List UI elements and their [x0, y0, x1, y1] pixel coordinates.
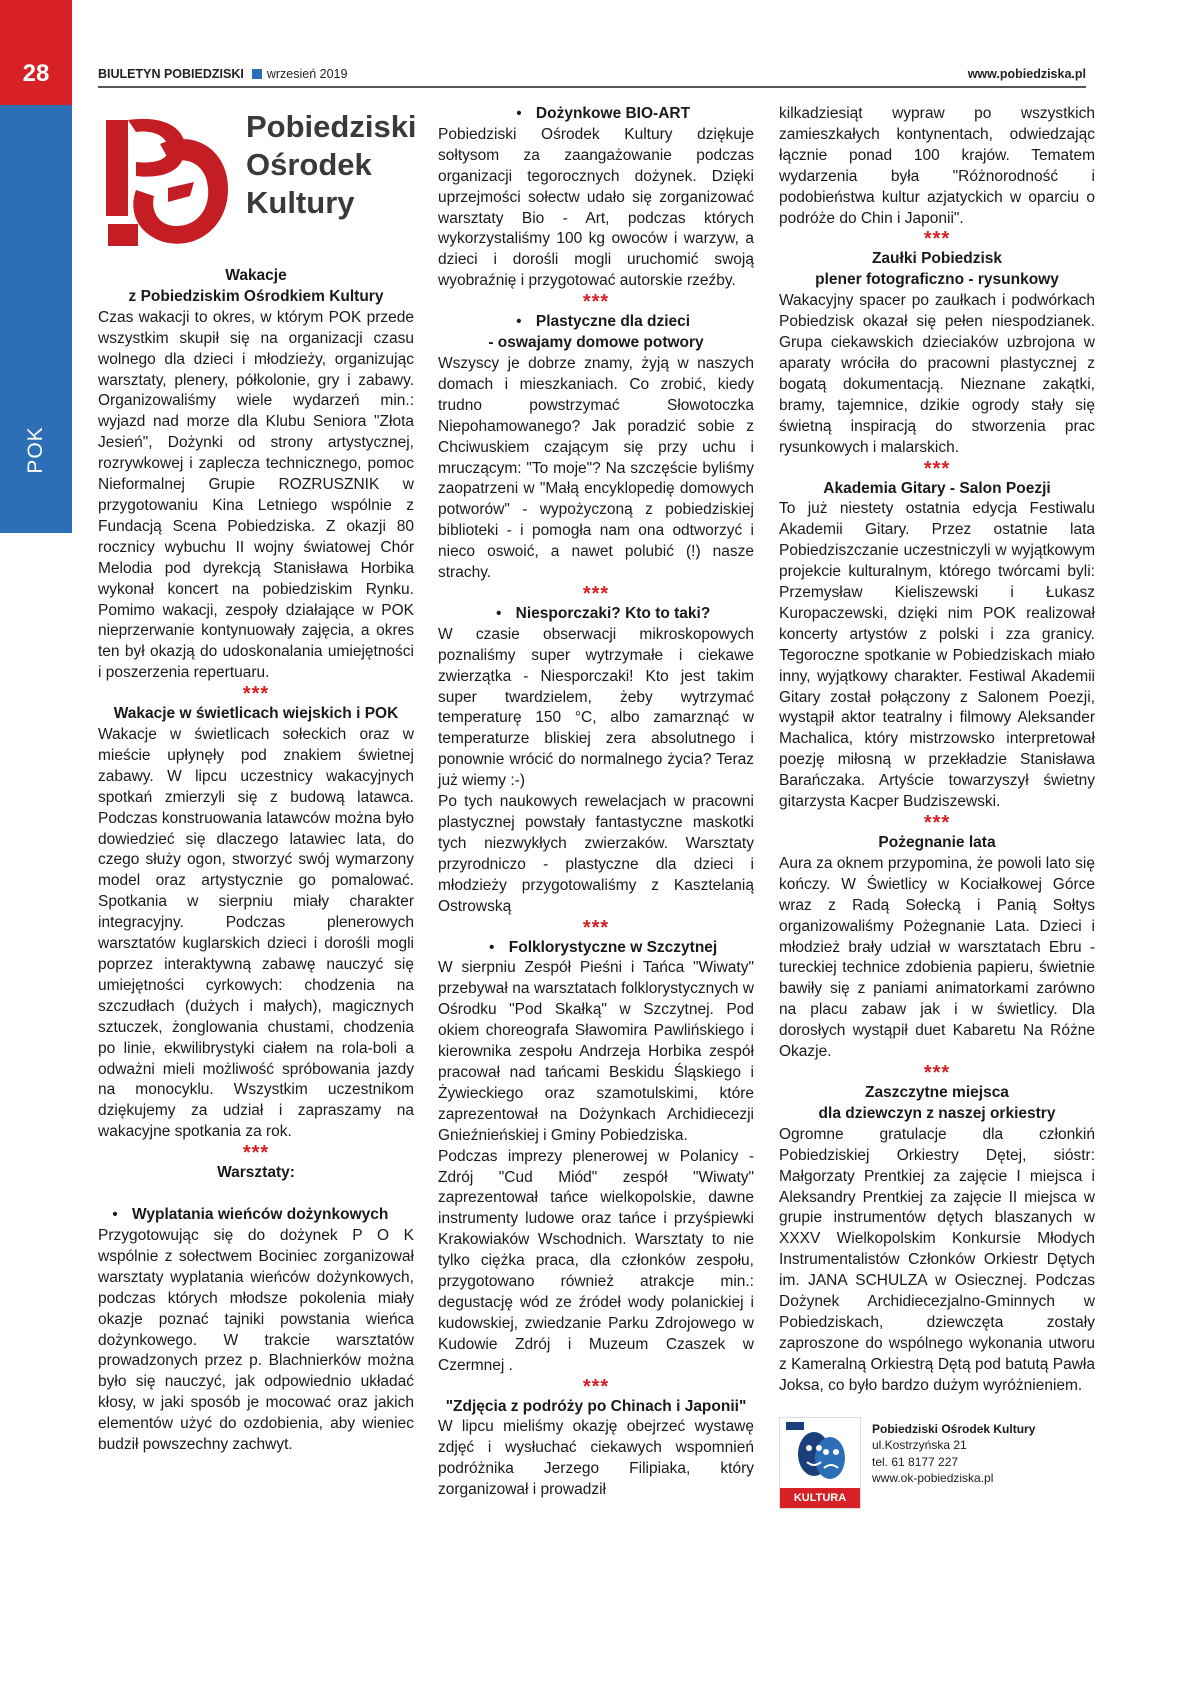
article-title: Zaszczytne miejsca — [865, 1083, 1009, 1101]
paragraph: To już niestety ostatnia edycja Festiwalu Akademii Gitary. Przez ostatnie lata Pobiedziszczanie uczestniczyli w wyjątkowym projekcie kulturalnym, którego twórcami byli: Przemysław Kieliszewski i Łukasz Kuropaczewski, dzięki nim POK realizował koncerty artystów z polski i zza granicy. Tegoroczne spotkanie w Pobiedziskach miało inny, wyjątkowy charakter. Festiwal Akademii Gitary został połączony z Salonem Poezji, wystąpił aktor teatralny i filmowy Aleksander Machalica, który mistrzowsko interpretował poezję miłosną w przekładzie Stanisława Barańczaka. Artyście towarzyszył świetny gitarzysta Kacper Budziszewski. — [779, 500, 1095, 811]
paragraph: W lipcu mieliśmy okazję obejrzeć wystawę zdjęć i wysłuchać ciekawych wspomnień podróżnika Jerzego Filipiaka, który zorganizował i prowadził — [438, 1418, 754, 1499]
pok-logo — [98, 104, 417, 258]
paragraph: kilkadziesiąt wypraw po wszystkich zamieszkałych kontynentach, odwiedzając łącznie ponad 100 krajów. Tematem wydarzenia była "Różnorodność i podobieństwa kultur azjatyckich w oparciu o podróże do Chin i Japonii". — [779, 105, 1095, 227]
org-name: Pobiedziski Ośrodek Kultury — [872, 1421, 1036, 1436]
org-phone: tel. 61 8177 227 — [872, 1454, 959, 1469]
stars-divider: *** — [582, 582, 610, 605]
article-title: Pożegnanie lata — [878, 834, 996, 851]
stars-divider: *** — [582, 916, 610, 939]
stars-divider: *** — [242, 683, 270, 706]
bullet-heading: • Plastyczne dla dzieci — [438, 312, 754, 333]
page-number: 28 — [22, 60, 50, 87]
page-number-block — [0, 0, 72, 105]
stars-divider: *** — [923, 228, 951, 251]
kultura-logo — [779, 1417, 861, 1509]
article-title: Akademia Gitary - Salon Poezji — [823, 479, 1051, 497]
article-title: "Zdjęcia z podróży po Chinach i Japonii" — [445, 1397, 747, 1415]
bullet-heading: • Wyplatania wieńców dożynkowych — [98, 1205, 414, 1226]
article-title: Wakacje w świetlicach wiejskich i POK — [113, 705, 399, 723]
contact-info — [872, 1421, 1035, 1487]
org-url[interactable]: www.ok-pobiedziska.pl — [872, 1471, 994, 1486]
paragraph: Podczas imprezy plenerowej w Polanicy - Zdrój "Cud Miód" zespół "Wiwaty" zaprezentował tańce wielkopolskie, dawne instrumenty ludowe oraz tańce i przyśpiewki Krakowiaków Wschodnich. Warsztaty to nie tylko ciężka praca, dla członków zespołu, przygotowano również atrakcje min.: degustację wód ze źródeł wody polanickiej i kudowskiej, zwiedzanie Parku Zdrojowego w Kudowie Zdrój i Muzeum Czaszek w Czermnej . — [438, 1147, 754, 1374]
section-label: POK — [24, 426, 47, 474]
column-3 — [779, 104, 1095, 1507]
issue-date: wrzesień 2019 — [266, 67, 348, 81]
column-2 — [438, 104, 754, 1501]
article-subtitle: plener fotograficzno - rysunkowy — [815, 271, 1059, 289]
paragraph: Przygotowując się do dożynek P O K wspólnie z sołectwem Bociniec zorganizował warsztaty wyplatania wieńców dożynkowych, podczas których młodsze pokolenia miały okazje poznać tajniki powstania wieńca dożynkowego. W trakcie warsztatów prowadzonych przez p. Blachnierków można było się nauczyć, jak odpowiednio układać kłosy, w jaki sposób je mocować oraz jakich elementów użyć do ozdobienia, aby wieniec budził powszechny zachwyt. — [98, 1226, 414, 1454]
bullet-heading: • Dożynkowe BIO-ART — [438, 104, 754, 125]
section-sidebar — [0, 105, 72, 533]
bullet-heading: • Niesporczaki? Kto to taki? — [438, 604, 754, 625]
paragraph: W sierpniu Zespół Pieśni i Tańca "Wiwaty" przebywał na warsztatach folklorystycznych w Ośrodku "Pod Skałką" w Szczytnej. Pod okiem choreografa Sławomira Pawlińskiego i kierownika zespołu Andrzeja Horbika zespół pracował nad tańcami Beskidu Śląskiego i Żywieckiego oraz szamotulskimi, które zaprezentował na Dożynkach Archidiecezji Gnieźnieńskiej i Gminy Pobiedziska. — [438, 959, 754, 1144]
article-subtitle: z Pobiedziskim Ośrodkiem Kultury — [128, 287, 384, 305]
running-header — [98, 67, 347, 81]
paragraph: W czasie obserwacji mikroskopowych poznaliśmy super wytrzymałe i ciekawe zwierzątka - Niesporczaki! Kto jest takim super twardzielem, żeby wytrzymać temperaturę 150 °C, albo zamarznąć w temperaturze bliskiej zera absolutnego i ponownie wrócić do normalnego życia? Teraz już wiemy :-) — [438, 625, 754, 790]
header-rule — [98, 86, 1086, 88]
header-url[interactable]: www.pobiedziska.pl — [967, 67, 1086, 81]
stars-divider: *** — [582, 291, 610, 314]
org-address: ul.Kostrzyńska 21 — [872, 1438, 967, 1453]
publication-name: BIULETYN POBIEDZISKI — [98, 67, 244, 81]
stars-divider: *** — [923, 812, 951, 834]
stars-divider: *** — [242, 1142, 270, 1165]
bullet-heading: • Folklorystyczne w Szczytnej — [438, 938, 754, 959]
article-title: Warsztaty: — [217, 1164, 295, 1182]
kultura-badge: KULTURA — [780, 1488, 860, 1508]
article-subtitle: dla dziewczyn z naszej orkiestry — [818, 1104, 1056, 1122]
paragraph: Aura za oknem przypomina, że powoli lato się kończy. W Świetlicy w Kociałkowej Górce wraz z Radą Sołecką i Panią Sołtys organizowaliśmy Pożegnanie Lata. Dzieci i młodzież brały udział w warsztatach Ebru - tureckiej technice zdobienia papieru, świetnie bawiły się z paniami animatorkami zarówno na placu zabaw jak i w świetlicy. Dla dorosłych wystąpił duet Kabaretu Na Różne Okazje. — [779, 854, 1095, 1061]
article-subtitle: - oswajamy domowe potwory — [488, 334, 704, 352]
paragraph: Po tych naukowych rewelacjach w pracowni plastycznej powstały fantastyczne maskotki tych niezwykłych zwierzaków. Warsztaty przyrodniczo - plastyczne dla dzieci i młodzieży przygotowaliśmy z Kasztelanią Ostrowską — [438, 793, 754, 915]
pok-logo-mark-icon — [98, 104, 238, 254]
spacer — [98, 1184, 414, 1205]
paragraph: Wszyscy je dobrze znamy, żyją w naszych domach i mieszkaniach. Co zrobić, kiedy trudno powstrzymać Słowotoczka Niepohamowanego? Jak poradzić sobie z Chciwuskiem czającym się przy uchu i mruczącym: "To moje"? Na szczęście byliśmy zaopatrzeni w "Małą encyklopedię domowych potworów" - wypożyczoną z pobiedziskiej biblioteki - i pomogła nam ona odtworzyć i nieco oswoić, a nawet polubić (!) nasze strachy. — [438, 354, 754, 582]
paragraph: Pobiedziski Ośrodek Kultury dziękuje sołtysom za zaangażowanie podczas organizacji tegorocznych dożynek. Dzięki uprzejmości sołectw udało się zorganizować warsztaty Bio - Art, podczas których wykorzystaliśmy 100 kg owoców i warzyw, a dzieci i dorośli mogli uruchomić swoją wyobraźnię i przygotować autorskie rzeźby. — [438, 125, 754, 290]
theatre-masks-icon — [780, 1418, 860, 1488]
square-bullet-icon — [252, 69, 262, 79]
stars-divider: *** — [923, 1061, 951, 1084]
contact-footer — [779, 1417, 1095, 1507]
stars-divider: *** — [923, 457, 951, 480]
paragraph: Wakacyjny spacer po zaułkach i podwórkach Pobiedzisk okazał się pełen niespodzianek. Grupa ciekawskich dzieciaków uzbrojona w aparaty wróciła do pracowni plastycznej z bogatą dokumentacją. Nieznane zakątki, bramy, tajemnice, dzikie ogrody stały się świetną inspiracją do stworzenia prac rysunkowych i malarskich. — [779, 292, 1095, 456]
paragraph: Ogromne gratulacje dla członkiń Pobiedziskiej Orkiestry Dętej, sióstr: Małgorzaty Prentkiej za zajęcie I miejsca i Aleksandry Prentkiej za zajęcie II miejsca w grupie instrumentów dętych blaszanych w XXXV Wielkopolskim Konkursie Młodych Instrumentalistów Członków Orkiestr Dętych im. JANA SCHULZA w Osiecznej. Podczas Dożynek Archidiecezjalno-Gminnych w Pobiedziskach, dziewczęta zostały zaproszone do wspólnego wykonania utworu z Kameralną Orkiestrą Dętą pod batutą Pawła Joksa, co było bardzo dużym wyróżnieniem. — [779, 1125, 1095, 1394]
article-title: Wakacje — [225, 267, 287, 284]
article-title: Zaułki Pobiedzisk — [871, 250, 1003, 268]
stars-divider: *** — [582, 1375, 610, 1398]
column-1 — [98, 104, 417, 1456]
paragraph: Czas wakacji to okres, w którym POK przede wszystkim skupił się na organizacji czasu wolnego dla dzieci i młodzieży, organizując warsztaty, plenery, półkolonie, gry i zabawy. Organizowaliśmy wiele wydarzeń min.: wyjazd nad morze dla Klubu Seniora "Złota Jesień", Dożynki od strony artystycznej, rozrywkowej i zaplecza technicznego, pomoc Nieformalnej Grupie ROZRUSZNIK w przygotowaniu Kina Letniego wspólnie z Fundacją Scena Pobiedziska. Z okazji 80 rocznicy wybuchu II wojny światowej Chór Melodia pod dyrekcją Stanisława Horbika wykonał koncert na pobiedziskim Rynku. Pomimo wakacji, zespoły działające w POK nieprzerwanie kontynuowały zajęcia, a okres ten był okazją do udoskonalania umiejętności i poszerzenia repertuaru. — [98, 308, 414, 682]
pok-logo-text: Pobiedziski Ośrodek Kultury — [246, 109, 417, 220]
paragraph: Wakacje w świetlicach sołeckich oraz w mieście upłynęły pod znakiem świetnej zabawy. W lipcu uczestnicy wakacyjnych spotkań zmierzyli się z budową latawca. Podczas konstruowania latawców można było dowiedzieć się dlaczego latawiec lata, do czego służy ogon, stworzyć swój wymarzony model oraz artystycznie go pomalować. Spotkania w sierpniu miały charakter integracyjny. Podczas plenerowych warsztatów kuglarskich dzieci i dorośli mogli poprzez interaktywną zabawę nauczyć się umiejętności cyrkowych: chodzenia na szczudłach (dużych i małych), magicznych sztuczek, żonglowania chustami, chodzenia po linie, ekwilibrystyki ciałem na rola-boli a odważni mieli możliwość spróbowania jazdy na monocyklu. Wszystkim uczestnikom dziękujemy za udział i zapraszamy na wakacyjne spotkania za rok. — [98, 726, 414, 1141]
